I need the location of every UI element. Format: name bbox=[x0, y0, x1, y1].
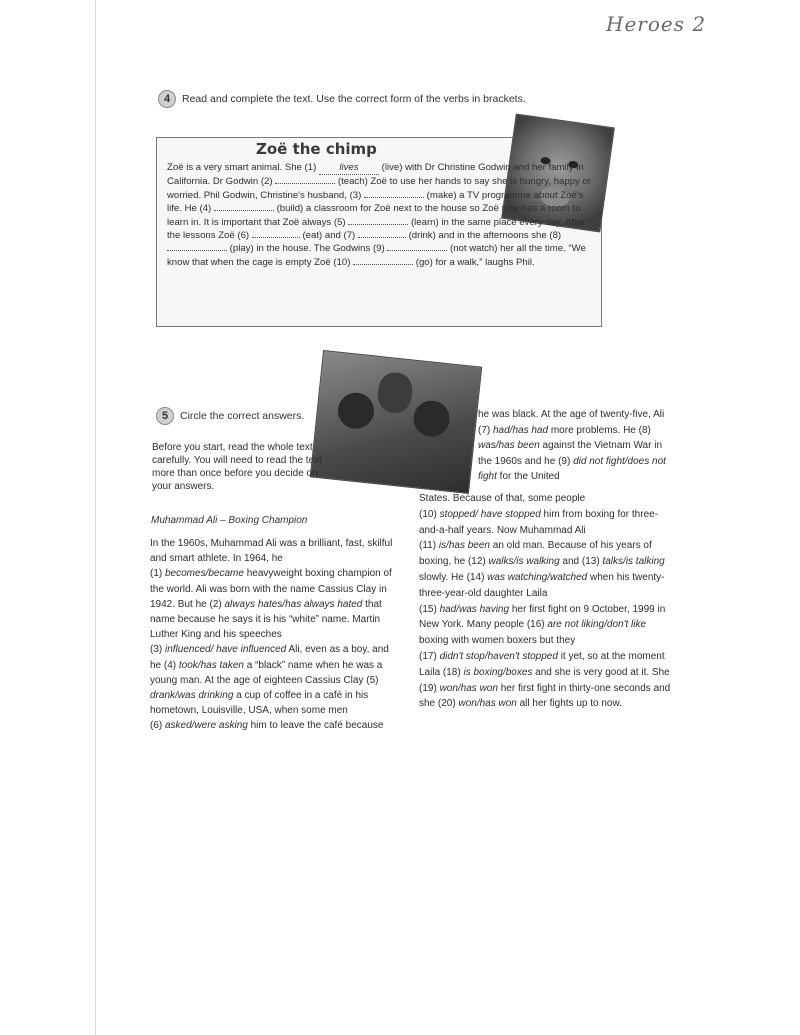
answer-option-16[interactable]: are not liking/don't like bbox=[547, 619, 647, 631]
item-number: (9) bbox=[558, 455, 574, 467]
passage-text: against the Vietnam War in the 1960s and he bbox=[478, 440, 663, 467]
blank-8[interactable] bbox=[167, 250, 227, 251]
exercise-4-number: 4 bbox=[158, 90, 176, 108]
blank-4[interactable] bbox=[214, 210, 274, 211]
item-number: (4) bbox=[163, 659, 179, 671]
exercise-5-instruction bbox=[156, 407, 304, 425]
answer-option-7[interactable]: had/has had bbox=[493, 424, 549, 436]
passage-text: him from boxing for three-and-a-half years. Now Muhammad Ali bbox=[419, 508, 659, 536]
passage-text: (play) in the house. The Godwins (9) bbox=[227, 243, 388, 255]
item-number: (17) bbox=[419, 650, 440, 662]
boxing-glove-icon bbox=[412, 399, 452, 439]
passage-text: heavyweight boxing champion of the world. Ali was born with the name Cassius Clay in 1942. But he bbox=[150, 568, 392, 610]
item-number: (7) bbox=[478, 424, 493, 436]
header-handwritten-note: Heroes 2 bbox=[606, 12, 707, 36]
answer-option-13[interactable]: talks/is talking bbox=[602, 556, 665, 568]
boxer-photo bbox=[310, 350, 483, 494]
answer-option-3[interactable]: influenced/ have influenced bbox=[165, 644, 287, 656]
item-number: (8) bbox=[638, 424, 651, 436]
item-number: (19) bbox=[419, 682, 440, 694]
answer-option-6[interactable]: asked/were asking bbox=[165, 720, 248, 732]
passage-text: and she is very good at it. She bbox=[532, 666, 670, 678]
blank-3[interactable] bbox=[364, 197, 424, 198]
item-number: (5) bbox=[366, 674, 379, 686]
zoe-passage bbox=[167, 161, 595, 269]
item-number: (3) bbox=[150, 644, 165, 656]
boxer-head-icon bbox=[376, 371, 414, 414]
passage-text: and bbox=[559, 556, 582, 568]
passage-text: a “black” name when he was a young man. At the age of eighteen Cassius Clay bbox=[150, 659, 383, 686]
exercise-4-instruction-text: Read and complete the text. Use the correct form of the verbs in brackets. bbox=[182, 92, 526, 105]
blank-5[interactable] bbox=[348, 224, 408, 225]
passage-text: an old man. Because of his years of boxing, he bbox=[419, 540, 652, 568]
answer-option-14[interactable]: was watching/watched bbox=[487, 571, 588, 583]
exercise-5-note: Before you start, read the whole text carefully. You will need to read the text more than once before you decide on your answers. bbox=[152, 442, 322, 492]
passage-text: it yet, so at the moment Laila bbox=[419, 650, 665, 678]
blank-1[interactable]: lives bbox=[319, 161, 379, 175]
item-number: (2) bbox=[209, 598, 225, 610]
answer-option-20[interactable]: won/has won bbox=[458, 698, 517, 710]
answer-option-9[interactable]: did not fight/does not fight bbox=[478, 455, 666, 482]
passage-text: (go) for a walk,” laughs Phil. bbox=[413, 256, 535, 268]
ali-passage-right-top bbox=[478, 407, 670, 485]
passage-text: that name because he says it is his “white” name. Martin Luther King and his speeches bbox=[150, 598, 382, 641]
answer-option-11[interactable]: is/has been bbox=[438, 540, 490, 552]
answer-option-4[interactable]: took/has taken bbox=[178, 659, 244, 671]
passage-text: for the United bbox=[496, 471, 560, 482]
passage-text: (eat) and (7) bbox=[299, 230, 358, 242]
passage-text: her first fight in thirty-one seconds and she bbox=[419, 682, 671, 710]
item-number: (12) bbox=[467, 556, 489, 568]
answer-option-18[interactable]: is boxing/boxes bbox=[463, 666, 533, 678]
passage-text: her first fight on 9 October, 1999 in New York. Many people bbox=[419, 603, 666, 631]
item-number: (1) bbox=[150, 568, 165, 580]
passage-text: when his twenty-three-year-old daughter Laila bbox=[419, 571, 665, 599]
blank-10[interactable] bbox=[353, 264, 413, 265]
passage-text: Zoë is a very smart animal. She (1) bbox=[167, 162, 319, 173]
item-number: (20) bbox=[437, 698, 459, 710]
answer-option-12[interactable]: walks/is walking bbox=[488, 556, 560, 568]
page-margin-line bbox=[95, 0, 96, 1035]
passage-text: boxing with women boxers but they bbox=[419, 635, 576, 647]
passage-text: (not watch) her all the time. “We know that when the cage is empty Zoë (10) bbox=[167, 243, 586, 268]
blank-9[interactable] bbox=[387, 250, 447, 251]
passage-text: Ali, even as a boy, and he bbox=[150, 644, 389, 671]
ali-passage-right bbox=[419, 491, 674, 712]
answer-option-10[interactable]: stopped/ have stopped bbox=[439, 508, 541, 520]
answer-option-5[interactable]: drank/was drinking bbox=[150, 690, 234, 702]
passage-text: (teach) Zoë to use her hands to say she is hungry, happy or worried. Phil Godwin, Christine's husband, (3) bbox=[167, 176, 592, 201]
blank-7[interactable] bbox=[358, 237, 406, 238]
passage-text: (drink) and in the afternoons she (8) bbox=[405, 230, 562, 242]
item-number: (15) bbox=[419, 603, 440, 615]
boxing-glove-icon bbox=[336, 391, 376, 431]
item-number: (10) bbox=[419, 508, 440, 520]
passage-text: (learn) in the same place every day. After the lessons Zoë (6) bbox=[167, 216, 586, 242]
passage-text: him to leave the café because bbox=[247, 720, 384, 732]
exercise-5-number: 5 bbox=[156, 407, 174, 425]
passage-text: (build) a classroom for Zoë next to the house so Zoë now has a room to learn in. It is important that Zoë always (5) bbox=[167, 203, 581, 228]
answer-option-1[interactable]: becomes/became bbox=[165, 568, 244, 580]
exercise-4-instruction bbox=[158, 90, 526, 108]
item-number: (18) bbox=[442, 666, 464, 678]
item-number: (11) bbox=[419, 540, 439, 552]
ali-title: Muhammad Ali – Boxing Champion bbox=[151, 515, 308, 526]
passage-text: he was black. At the age of twenty-five, Ali bbox=[478, 409, 665, 420]
answer-option-8[interactable]: was/has been bbox=[478, 440, 540, 451]
passage-text: (make) a TV programme about Zoë's life. He (4) bbox=[167, 189, 584, 215]
answer-option-17[interactable]: didn't stop/haven't stopped bbox=[439, 650, 558, 662]
blank-6[interactable] bbox=[252, 237, 300, 238]
answer-option-15[interactable]: had/was having bbox=[439, 603, 510, 615]
item-number: (6) bbox=[150, 720, 165, 732]
passage-text: In the 1960s, Muhammad Ali was a brilliant, fast, skilful and smart athlete. In 1964, he bbox=[150, 538, 393, 565]
passage-text: more problems. He bbox=[548, 424, 639, 436]
zoe-title: Zoë the chimp bbox=[256, 140, 377, 158]
item-number: (13) bbox=[581, 556, 603, 568]
answer-option-19[interactable]: won/has won bbox=[439, 682, 498, 694]
exercise-5-instruction-text: Circle the correct answers. bbox=[180, 409, 305, 422]
passage-text: all her fights up to now. bbox=[516, 698, 622, 710]
answer-option-2[interactable]: always hates/has always hated bbox=[224, 598, 363, 610]
passage-text: a cup of coffee in a café in his hometown, Louisville, USA, when some men bbox=[150, 690, 369, 717]
passage-text: slowly. He bbox=[419, 571, 467, 583]
item-number: (16) bbox=[526, 619, 548, 631]
item-number: (14) bbox=[466, 571, 488, 583]
ali-passage-left bbox=[150, 536, 400, 734]
blank-2[interactable] bbox=[275, 183, 335, 184]
passage-text: (live) with Dr Christine Godwin and her family in California. Dr Godwin (2) bbox=[167, 162, 584, 188]
passage-text: States. Because of that, some people bbox=[419, 493, 586, 504]
